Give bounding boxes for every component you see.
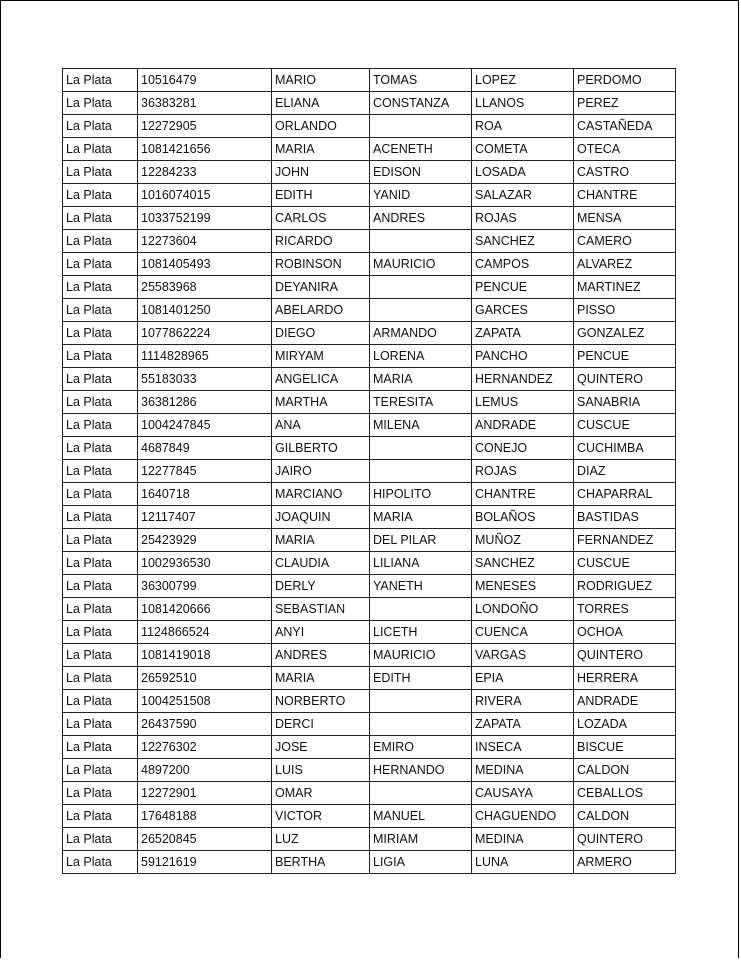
- middle-name-cell: LORENA: [370, 345, 472, 368]
- id-number-cell: 1033752199: [138, 207, 272, 230]
- table-row: [63, 299, 676, 322]
- middle-name-cell: [370, 299, 472, 322]
- first-surname-cell: RIVERA: [472, 690, 574, 713]
- table-row: [63, 529, 676, 552]
- first-surname-cell: MUÑOZ: [472, 529, 574, 552]
- middle-name-cell: [370, 713, 472, 736]
- city-cell: La Plata: [63, 782, 138, 805]
- first-surname-cell: CHANTRE: [472, 483, 574, 506]
- table-row: [63, 575, 676, 598]
- id-number-cell: 1081405493: [138, 253, 272, 276]
- first-name-cell: BERTHA: [272, 851, 370, 874]
- first-surname-cell: CHAGUENDO: [472, 805, 574, 828]
- city-cell: La Plata: [63, 805, 138, 828]
- first-name-cell: CARLOS: [272, 207, 370, 230]
- first-surname-cell: SANCHEZ: [472, 552, 574, 575]
- table-row: [63, 828, 676, 851]
- first-name-cell: MARIA: [272, 667, 370, 690]
- id-number-cell: 12276302: [138, 736, 272, 759]
- first-surname-cell: MENESES: [472, 575, 574, 598]
- city-cell: La Plata: [63, 69, 138, 92]
- middle-name-cell: [370, 460, 472, 483]
- second-surname-cell: BASTIDAS: [574, 506, 676, 529]
- first-name-cell: DERLY: [272, 575, 370, 598]
- first-name-cell: EDITH: [272, 184, 370, 207]
- table-row: [63, 667, 676, 690]
- id-number-cell: 55183033: [138, 368, 272, 391]
- second-surname-cell: CEBALLOS: [574, 782, 676, 805]
- city-cell: La Plata: [63, 437, 138, 460]
- id-number-cell: 36381286: [138, 391, 272, 414]
- city-cell: La Plata: [63, 621, 138, 644]
- second-surname-cell: BISCUE: [574, 736, 676, 759]
- table-row: [63, 368, 676, 391]
- first-surname-cell: COMETA: [472, 138, 574, 161]
- first-surname-cell: EPIA: [472, 667, 574, 690]
- city-cell: La Plata: [63, 414, 138, 437]
- middle-name-cell: MARIA: [370, 368, 472, 391]
- table-row: [63, 552, 676, 575]
- id-number-cell: 12272901: [138, 782, 272, 805]
- second-surname-cell: RODRIGUEZ: [574, 575, 676, 598]
- middle-name-cell: [370, 437, 472, 460]
- city-cell: La Plata: [63, 207, 138, 230]
- id-number-cell: 36300799: [138, 575, 272, 598]
- first-name-cell: OMAR: [272, 782, 370, 805]
- table-row: [63, 713, 676, 736]
- id-number-cell: 1081401250: [138, 299, 272, 322]
- id-number-cell: 1124866524: [138, 621, 272, 644]
- first-name-cell: ANYI: [272, 621, 370, 644]
- middle-name-cell: TOMAS: [370, 69, 472, 92]
- second-surname-cell: CUSCUE: [574, 552, 676, 575]
- city-cell: La Plata: [63, 322, 138, 345]
- first-surname-cell: INSECA: [472, 736, 574, 759]
- second-surname-cell: DIAZ: [574, 460, 676, 483]
- first-surname-cell: MEDINA: [472, 759, 574, 782]
- first-surname-cell: ROA: [472, 115, 574, 138]
- city-cell: La Plata: [63, 690, 138, 713]
- middle-name-cell: MILENA: [370, 414, 472, 437]
- middle-name-cell: TERESITA: [370, 391, 472, 414]
- first-name-cell: ANGELICA: [272, 368, 370, 391]
- first-name-cell: NORBERTO: [272, 690, 370, 713]
- city-cell: La Plata: [63, 598, 138, 621]
- second-surname-cell: PENCUE: [574, 345, 676, 368]
- middle-name-cell: LILIANA: [370, 552, 472, 575]
- id-number-cell: 1004251508: [138, 690, 272, 713]
- first-surname-cell: SALAZAR: [472, 184, 574, 207]
- first-name-cell: ROBINSON: [272, 253, 370, 276]
- table-row: [63, 621, 676, 644]
- table-row: [63, 851, 676, 874]
- middle-name-cell: HERNANDO: [370, 759, 472, 782]
- middle-name-cell: ARMANDO: [370, 322, 472, 345]
- table-row: [63, 483, 676, 506]
- id-number-cell: 26437590: [138, 713, 272, 736]
- second-surname-cell: MARTINEZ: [574, 276, 676, 299]
- second-surname-cell: FERNANDEZ: [574, 529, 676, 552]
- table-row: [63, 322, 676, 345]
- table-row: [63, 115, 676, 138]
- table-row: [63, 138, 676, 161]
- table-row: [63, 782, 676, 805]
- middle-name-cell: [370, 115, 472, 138]
- first-surname-cell: CAUSAYA: [472, 782, 574, 805]
- id-number-cell: 1077862224: [138, 322, 272, 345]
- middle-name-cell: HIPOLITO: [370, 483, 472, 506]
- first-name-cell: ANDRES: [272, 644, 370, 667]
- table-row: [63, 644, 676, 667]
- table-row: [63, 437, 676, 460]
- first-surname-cell: LOPEZ: [472, 69, 574, 92]
- first-name-cell: JAIRO: [272, 460, 370, 483]
- city-cell: La Plata: [63, 184, 138, 207]
- id-number-cell: 1114828965: [138, 345, 272, 368]
- first-surname-cell: MEDINA: [472, 828, 574, 851]
- first-name-cell: ANA: [272, 414, 370, 437]
- first-surname-cell: LONDOÑO: [472, 598, 574, 621]
- table-row: [63, 230, 676, 253]
- second-surname-cell: QUINTERO: [574, 368, 676, 391]
- second-surname-cell: ANDRADE: [574, 690, 676, 713]
- second-surname-cell: LOZADA: [574, 713, 676, 736]
- city-cell: La Plata: [63, 460, 138, 483]
- city-cell: La Plata: [63, 483, 138, 506]
- id-number-cell: 26592510: [138, 667, 272, 690]
- first-name-cell: LUZ: [272, 828, 370, 851]
- first-surname-cell: CAMPOS: [472, 253, 574, 276]
- first-name-cell: LUIS: [272, 759, 370, 782]
- first-surname-cell: GARCES: [472, 299, 574, 322]
- second-surname-cell: CASTAÑEDA: [574, 115, 676, 138]
- id-number-cell: 1081419018: [138, 644, 272, 667]
- middle-name-cell: EMIRO: [370, 736, 472, 759]
- middle-name-cell: YANETH: [370, 575, 472, 598]
- table-row: [63, 345, 676, 368]
- first-surname-cell: LUNA: [472, 851, 574, 874]
- first-surname-cell: ROJAS: [472, 460, 574, 483]
- id-number-cell: 1081421656: [138, 138, 272, 161]
- middle-name-cell: [370, 230, 472, 253]
- id-number-cell: 4687849: [138, 437, 272, 460]
- city-cell: La Plata: [63, 230, 138, 253]
- first-name-cell: DEYANIRA: [272, 276, 370, 299]
- id-number-cell: 26520845: [138, 828, 272, 851]
- table-row: [63, 506, 676, 529]
- middle-name-cell: LICETH: [370, 621, 472, 644]
- table-row: [63, 207, 676, 230]
- second-surname-cell: OTECA: [574, 138, 676, 161]
- id-number-cell: 12117407: [138, 506, 272, 529]
- city-cell: La Plata: [63, 736, 138, 759]
- first-name-cell: MARTHA: [272, 391, 370, 414]
- table-row: [63, 460, 676, 483]
- second-surname-cell: PEREZ: [574, 92, 676, 115]
- table-row: [63, 69, 676, 92]
- city-cell: La Plata: [63, 713, 138, 736]
- first-name-cell: ABELARDO: [272, 299, 370, 322]
- first-name-cell: CLAUDIA: [272, 552, 370, 575]
- first-name-cell: MIRYAM: [272, 345, 370, 368]
- city-cell: La Plata: [63, 138, 138, 161]
- middle-name-cell: MAURICIO: [370, 253, 472, 276]
- id-number-cell: 1016074015: [138, 184, 272, 207]
- second-surname-cell: CUSCUE: [574, 414, 676, 437]
- table-row: [63, 184, 676, 207]
- middle-name-cell: EDISON: [370, 161, 472, 184]
- second-surname-cell: CAMERO: [574, 230, 676, 253]
- first-name-cell: JOHN: [272, 161, 370, 184]
- second-surname-cell: CUCHIMBA: [574, 437, 676, 460]
- middle-name-cell: CONSTANZA: [370, 92, 472, 115]
- city-cell: La Plata: [63, 368, 138, 391]
- city-cell: La Plata: [63, 828, 138, 851]
- city-cell: La Plata: [63, 667, 138, 690]
- first-surname-cell: ZAPATA: [472, 713, 574, 736]
- middle-name-cell: LIGIA: [370, 851, 472, 874]
- middle-name-cell: MARIA: [370, 506, 472, 529]
- first-name-cell: JOAQUIN: [272, 506, 370, 529]
- first-surname-cell: VARGAS: [472, 644, 574, 667]
- table-row: [63, 736, 676, 759]
- middle-name-cell: [370, 598, 472, 621]
- second-surname-cell: SANABRIA: [574, 391, 676, 414]
- middle-name-cell: EDITH: [370, 667, 472, 690]
- id-number-cell: 1640718: [138, 483, 272, 506]
- first-name-cell: MARIA: [272, 529, 370, 552]
- first-name-cell: GILBERTO: [272, 437, 370, 460]
- middle-name-cell: MANUEL: [370, 805, 472, 828]
- id-number-cell: 12273604: [138, 230, 272, 253]
- second-surname-cell: PERDOMO: [574, 69, 676, 92]
- first-surname-cell: CONEJO: [472, 437, 574, 460]
- table-row: [63, 414, 676, 437]
- table-row: [63, 92, 676, 115]
- first-surname-cell: ANDRADE: [472, 414, 574, 437]
- second-surname-cell: TORRES: [574, 598, 676, 621]
- second-surname-cell: QUINTERO: [574, 644, 676, 667]
- first-surname-cell: ZAPATA: [472, 322, 574, 345]
- second-surname-cell: HERRERA: [574, 667, 676, 690]
- first-surname-cell: BOLAÑOS: [472, 506, 574, 529]
- id-number-cell: 59121619: [138, 851, 272, 874]
- id-number-cell: 4897200: [138, 759, 272, 782]
- id-number-cell: 1004247845: [138, 414, 272, 437]
- first-name-cell: VICTOR: [272, 805, 370, 828]
- table-row: [63, 690, 676, 713]
- middle-name-cell: [370, 782, 472, 805]
- first-surname-cell: SANCHEZ: [472, 230, 574, 253]
- id-number-cell: 10516479: [138, 69, 272, 92]
- id-number-cell: 1002936530: [138, 552, 272, 575]
- city-cell: La Plata: [63, 575, 138, 598]
- middle-name-cell: MIRIAM: [370, 828, 472, 851]
- first-surname-cell: PANCHO: [472, 345, 574, 368]
- city-cell: La Plata: [63, 161, 138, 184]
- first-surname-cell: LOSADA: [472, 161, 574, 184]
- second-surname-cell: CHANTRE: [574, 184, 676, 207]
- first-name-cell: JOSE: [272, 736, 370, 759]
- table-row: [63, 598, 676, 621]
- city-cell: La Plata: [63, 253, 138, 276]
- city-cell: La Plata: [63, 115, 138, 138]
- table-row: [63, 161, 676, 184]
- city-cell: La Plata: [63, 299, 138, 322]
- second-surname-cell: PISSO: [574, 299, 676, 322]
- second-surname-cell: CHAPARRAL: [574, 483, 676, 506]
- middle-name-cell: [370, 276, 472, 299]
- first-name-cell: MARIA: [272, 138, 370, 161]
- city-cell: La Plata: [63, 92, 138, 115]
- second-surname-cell: ARMERO: [574, 851, 676, 874]
- id-number-cell: 12272905: [138, 115, 272, 138]
- city-cell: La Plata: [63, 506, 138, 529]
- first-name-cell: DERCI: [272, 713, 370, 736]
- first-surname-cell: LLANOS: [472, 92, 574, 115]
- first-surname-cell: LEMUS: [472, 391, 574, 414]
- id-number-cell: 17648188: [138, 805, 272, 828]
- second-surname-cell: QUINTERO: [574, 828, 676, 851]
- table-row: [63, 276, 676, 299]
- middle-name-cell: ANDRES: [370, 207, 472, 230]
- second-surname-cell: ALVAREZ: [574, 253, 676, 276]
- table-row: [63, 805, 676, 828]
- first-name-cell: RICARDO: [272, 230, 370, 253]
- id-number-cell: 12284233: [138, 161, 272, 184]
- id-number-cell: 12277845: [138, 460, 272, 483]
- first-name-cell: SEBASTIAN: [272, 598, 370, 621]
- id-number-cell: 36383281: [138, 92, 272, 115]
- city-cell: La Plata: [63, 529, 138, 552]
- middle-name-cell: MAURICIO: [370, 644, 472, 667]
- second-surname-cell: CALDON: [574, 759, 676, 782]
- middle-name-cell: ACENETH: [370, 138, 472, 161]
- first-name-cell: ORLANDO: [272, 115, 370, 138]
- id-number-cell: 25583968: [138, 276, 272, 299]
- city-cell: La Plata: [63, 759, 138, 782]
- first-surname-cell: HERNANDEZ: [472, 368, 574, 391]
- city-cell: La Plata: [63, 552, 138, 575]
- table-row: [63, 759, 676, 782]
- id-number-cell: 25423929: [138, 529, 272, 552]
- table-row: [63, 391, 676, 414]
- second-surname-cell: GONZALEZ: [574, 322, 676, 345]
- first-name-cell: MARCIANO: [272, 483, 370, 506]
- table-row: [63, 253, 676, 276]
- middle-name-cell: DEL PILAR: [370, 529, 472, 552]
- city-cell: La Plata: [63, 851, 138, 874]
- first-surname-cell: ROJAS: [472, 207, 574, 230]
- first-surname-cell: CUENCA: [472, 621, 574, 644]
- first-name-cell: ELIANA: [272, 92, 370, 115]
- second-surname-cell: CASTRO: [574, 161, 676, 184]
- middle-name-cell: [370, 690, 472, 713]
- city-cell: La Plata: [63, 276, 138, 299]
- city-cell: La Plata: [63, 345, 138, 368]
- city-cell: La Plata: [63, 644, 138, 667]
- id-number-cell: 1081420666: [138, 598, 272, 621]
- first-name-cell: MARIO: [272, 69, 370, 92]
- roster-table: [62, 68, 676, 874]
- second-surname-cell: MENSA: [574, 207, 676, 230]
- second-surname-cell: OCHOA: [574, 621, 676, 644]
- second-surname-cell: CALDON: [574, 805, 676, 828]
- first-name-cell: DIEGO: [272, 322, 370, 345]
- city-cell: La Plata: [63, 391, 138, 414]
- middle-name-cell: YANID: [370, 184, 472, 207]
- roster-body: [63, 69, 676, 874]
- first-surname-cell: PENCUE: [472, 276, 574, 299]
